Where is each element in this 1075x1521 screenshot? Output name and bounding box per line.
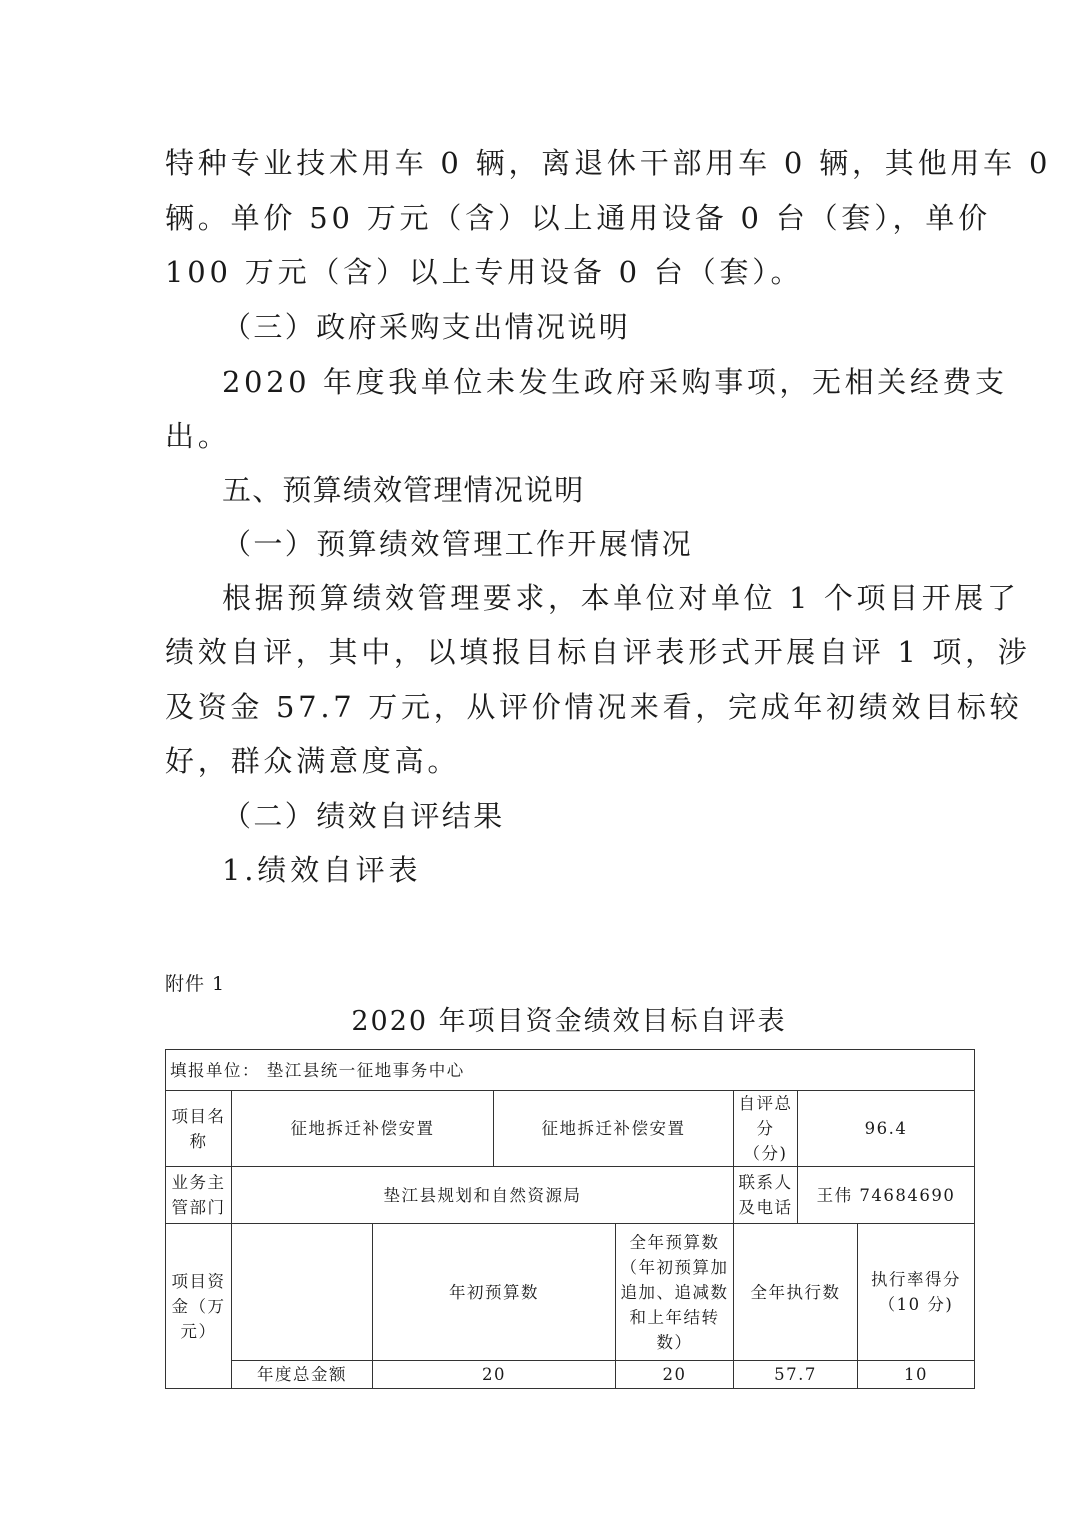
department-value: 垫江县规划和自然资源局 xyxy=(232,1167,734,1224)
total-execution-value: 57.7 xyxy=(734,1361,858,1389)
total-full-year-value: 20 xyxy=(616,1361,734,1389)
paragraph-line: 及资金 57.7 万元，从评价情况来看，完成年初绩效目标较 xyxy=(165,690,1023,724)
execution-rate-header: 执行率得分（10 分) xyxy=(858,1224,975,1361)
paragraph-line: 出。 xyxy=(165,419,231,453)
project-name-value: 征地拆迁补偿安置 xyxy=(232,1091,494,1167)
execution-header: 全年执行数 xyxy=(734,1224,858,1361)
contact-label: 联系人及电话 xyxy=(734,1167,798,1224)
full-year-budget-header: 全年预算数（年初预算加追加、追减数和上年结转数） xyxy=(616,1224,734,1361)
initial-budget-header: 年初预算数 xyxy=(373,1224,616,1361)
project-name-value-2: 征地拆迁补偿安置 xyxy=(494,1091,734,1167)
attachment-label: 附件 1 xyxy=(165,973,226,995)
paragraph-line: 2020 年度我单位未发生政府采购事项，无相关经费支 xyxy=(222,365,1008,399)
total-initial-value: 20 xyxy=(373,1361,616,1389)
self-score-value: 96.4 xyxy=(798,1091,975,1167)
empty-header-cell xyxy=(232,1224,373,1361)
total-rate-value: 10 xyxy=(858,1361,975,1389)
total-amount-label: 年度总金额 xyxy=(232,1361,373,1389)
paragraph-line: 根据预算绩效管理要求，本单位对单位 1 个项目开展了 xyxy=(222,581,1020,615)
paragraph-line: 辆。单价 50 万元（含）以上通用设备 0 台（套），单价 xyxy=(165,201,991,235)
paragraph-line: 绩效自评，其中，以填报目标自评表形式开展自评 1 项，涉 xyxy=(165,635,1031,669)
paragraph-line: 特种专业技术用车 0 辆，离退休干部用车 0 辆，其他用车 0 xyxy=(165,146,1052,180)
paragraph-line: 100 万元（含）以上专用设备 0 台（套）。 xyxy=(165,255,804,289)
section-heading: （一）预算绩效管理工作开展情况 xyxy=(222,527,694,561)
section-heading: （二）绩效自评结果 xyxy=(222,799,505,833)
evaluation-table xyxy=(165,1049,975,1389)
chapter-heading: 五、预算绩效管理情况说明 xyxy=(222,473,585,507)
self-score-label: 自评总分（分) xyxy=(734,1091,798,1167)
department-label: 业务主管部门 xyxy=(166,1167,232,1224)
contact-value: 王伟 74684690 xyxy=(798,1167,975,1224)
paragraph-line: 好，群众满意度高。 xyxy=(165,744,461,778)
table-title: 2020 年项目资金绩效目标自评表 xyxy=(351,1006,787,1037)
project-name-label: 项目名称 xyxy=(166,1091,232,1167)
reporting-unit-cell: 填报单位： 垫江县统一征地事务中心 xyxy=(166,1050,975,1091)
section-heading: （三）政府采购支出情况说明 xyxy=(222,310,631,344)
project-fund-label: 项目资金（万元） xyxy=(166,1224,232,1389)
subsection-heading: 1.绩效自评表 xyxy=(222,853,422,887)
